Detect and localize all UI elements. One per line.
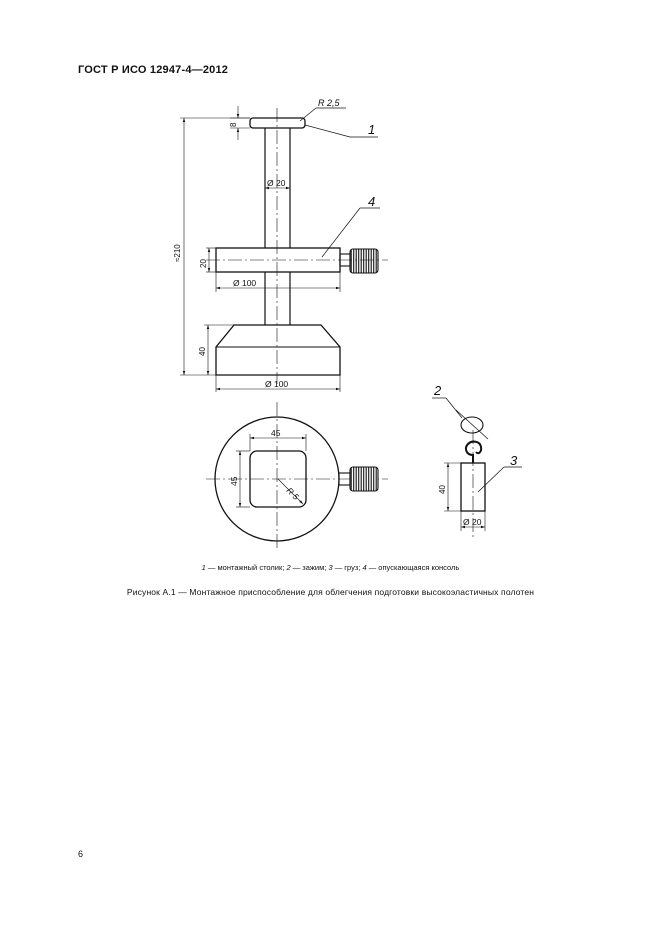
dim-console-height: 20 [199, 259, 208, 268]
vertical-rod [265, 128, 290, 325]
legend-num-1: 1 [201, 563, 206, 572]
legend-num-2: 2 [286, 563, 291, 572]
legend-text-2: — зажим; [290, 563, 329, 572]
legend-text-4: — опускающаяся консоль [366, 563, 460, 572]
dim-plate-thickness: 8 [229, 122, 238, 127]
base [216, 325, 340, 375]
legend-text-1: — монтажный столик; [205, 563, 287, 572]
dim-square-height: 45 [229, 476, 239, 486]
legend-num-4: 4 [362, 563, 367, 572]
weight-hook [466, 442, 481, 463]
clamp-screw [340, 249, 378, 273]
dim-rod-diameter: Ø 20 [267, 178, 286, 188]
dim-base-diameter: Ø 100 [265, 379, 289, 389]
dim-weight-diameter: Ø 20 [463, 517, 482, 527]
callout-2: 2 [434, 383, 442, 398]
mounting-table-plate [250, 118, 305, 128]
figure-legend [0, 563, 661, 572]
dim-total-height: ≈210 [173, 244, 182, 262]
clamp [456, 410, 488, 439]
document-header: ГОСТ Р ИСО 12947-4—2012 [78, 64, 229, 76]
dim-base-height: 40 [198, 347, 207, 356]
dim-weight-height: 40 [438, 485, 447, 494]
callout-3: 3 [510, 453, 518, 468]
dim-square-radius: R 5 [284, 485, 302, 502]
dim-radius-top: R 2,5 [318, 98, 340, 108]
figure-caption: Рисунок А.1 — Монтажное приспособление для облегчения подготовки высокоэластичных полотен [126, 587, 535, 597]
callout-4: 4 [368, 194, 376, 209]
legend-num-3: 3 [328, 563, 333, 572]
callout-1: 1 [368, 122, 376, 137]
dim-console-diameter: Ø 100 [233, 278, 257, 288]
dim-square-width: 45 [271, 428, 281, 438]
page-number: 6 [78, 849, 84, 859]
legend-text-3: — груз; [332, 563, 363, 572]
